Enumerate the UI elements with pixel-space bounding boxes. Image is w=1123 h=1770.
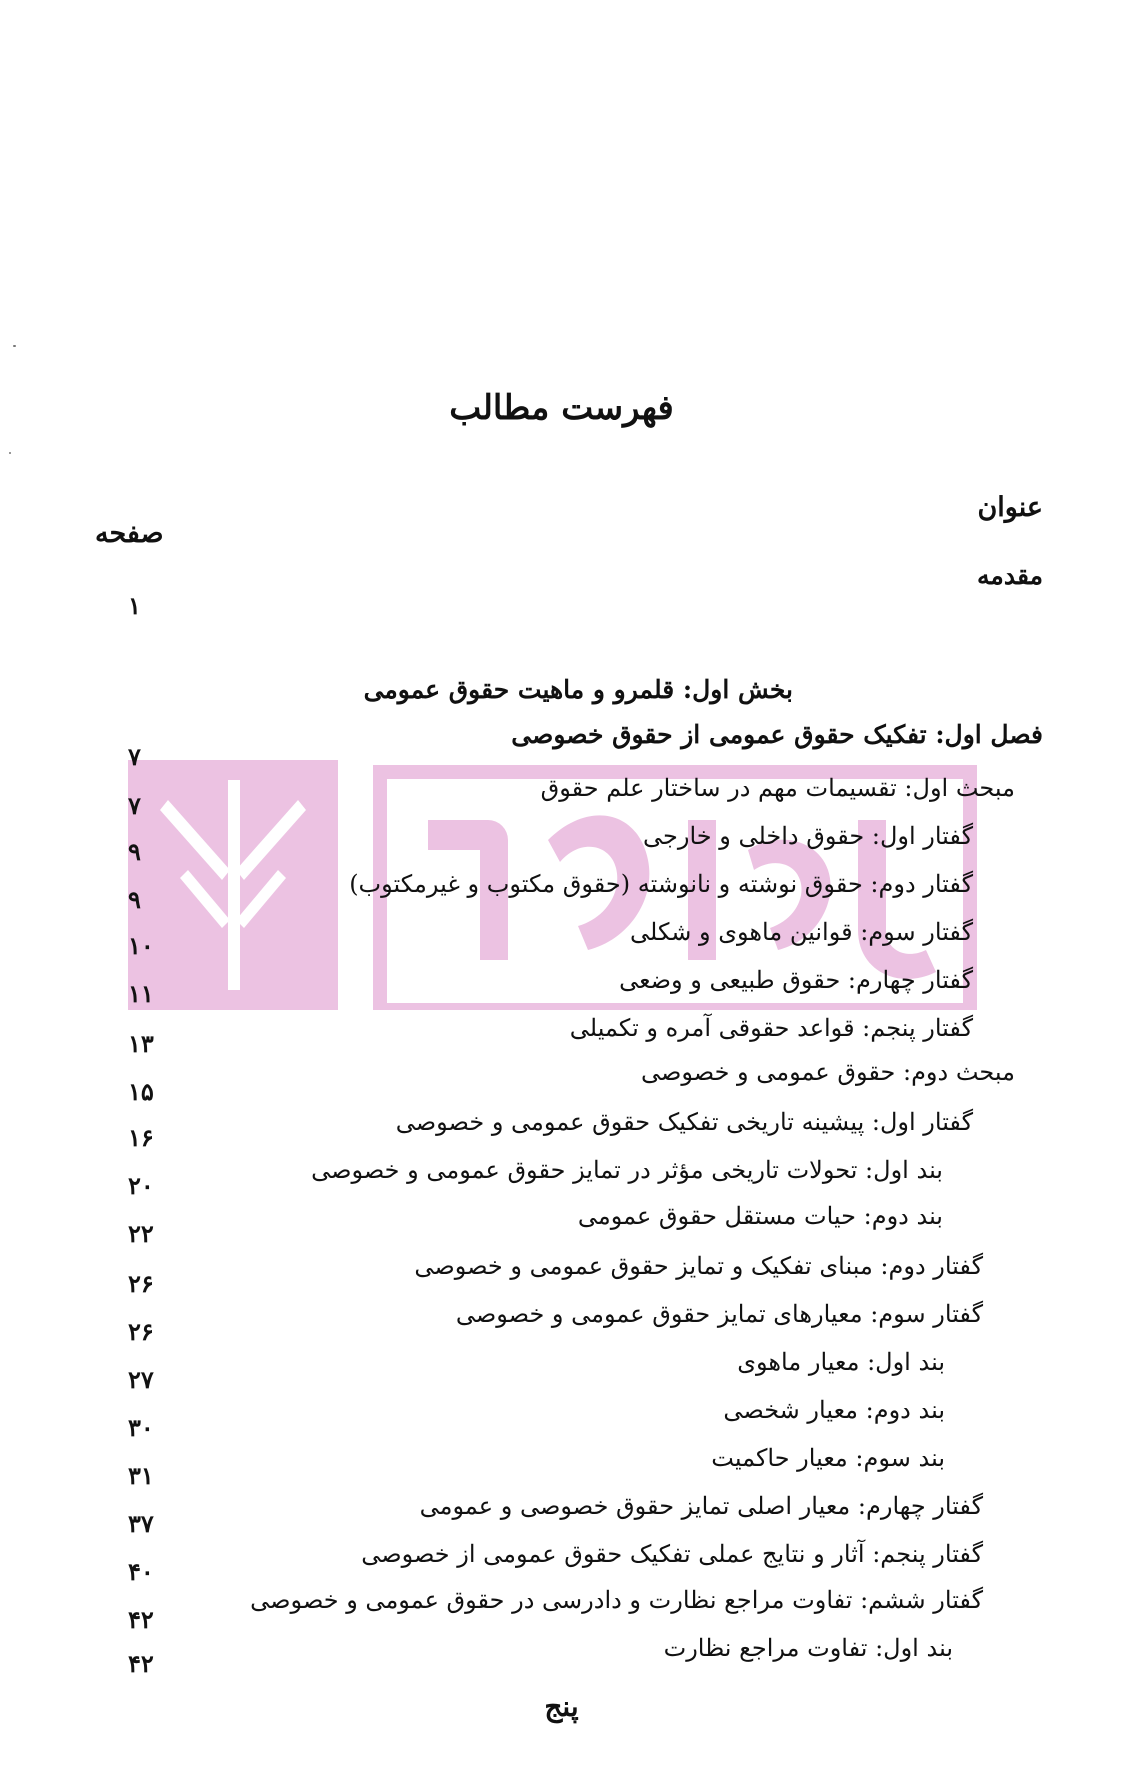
toc-entry-title: بخش اول: قلمرو و ماهیت حقوق عمومی (363, 675, 793, 704)
toc-entry (0, 1246, 1123, 1298)
toc-entry-page: ۹ (128, 837, 141, 866)
toc-entry (0, 960, 1123, 1008)
toc-entry-title: گفتار پنجم: قواعد حقوقی آمره و تکمیلی (569, 1014, 973, 1042)
toc-entry (0, 816, 1123, 866)
toc-entry (0, 1628, 1123, 1678)
toc-entry-title: گفتار سوم: قوانین ماهوی و شکلی (630, 918, 973, 946)
toc-entry-page: ۲۷ (128, 1365, 154, 1394)
toc-entry-title: گفتار چهارم: معیار اصلی تمایز حقوق خصوصی و عمومی (419, 1492, 983, 1520)
toc-entry (0, 1196, 1123, 1248)
toc-entry-title: بند اول: معیار ماهوی (737, 1348, 945, 1376)
toc-entry-page: ۲۶ (128, 1317, 154, 1346)
toc-entry-title: مبحث اول: تقسیمات مهم در ساختار علم حقوق (540, 774, 1015, 802)
toc-entry (0, 912, 1123, 960)
toc-entry-title: گفتار چهارم: حقوق طبیعی و وضعی (619, 966, 973, 994)
toc-entry (0, 670, 1123, 710)
toc-entry-page: ۹ (128, 885, 141, 914)
toc-entry-title: بند اول: تفاوت مراجع نظارت (663, 1634, 953, 1662)
toc-entry-page: ۴۰ (128, 1557, 154, 1586)
toc-entry-title: مقدمه (977, 561, 1043, 590)
toc-entry-page: ۱۵ (128, 1077, 154, 1106)
toc-entry (0, 1486, 1123, 1538)
toc-entry (0, 1294, 1123, 1346)
scan-speck (9, 452, 11, 454)
toc-entry-page: ۱۱ (128, 979, 154, 1008)
toc-entry-page: ۳۱ (128, 1461, 154, 1490)
title-column-header: عنوان (977, 492, 1043, 523)
page-column-header: صفحه (95, 518, 164, 549)
toc-entry-page: ۴۲ (128, 1649, 154, 1678)
toc-entry-page: ۲۲ (128, 1219, 154, 1248)
toc-entry (0, 715, 1123, 771)
toc-entry-page: ۷ (128, 742, 141, 771)
toc-entry-title: بند اول: تحولات تاریخی مؤثر در تمایز حقوق عمومی و خصوصی (311, 1156, 943, 1184)
toc-entry (0, 864, 1123, 914)
toc-entry-title: بند دوم: حیات مستقل حقوق عمومی (577, 1202, 943, 1230)
toc-entry-title: مبحث دوم: حقوق عمومی و خصوصی (641, 1058, 1015, 1086)
toc-entry (0, 1438, 1123, 1490)
toc-entry-page: ۱۶ (128, 1123, 154, 1152)
toc-entry-title: فصل اول: تفکیک حقوق عمومی از حقوق خصوصی (511, 720, 1043, 749)
toc-entry (0, 768, 1123, 820)
toc-entry-page: ۲۰ (128, 1171, 154, 1200)
scan-speck (13, 345, 16, 347)
toc-entry-title: گفتار دوم: حقوق نوشته و نانوشته (حقوق مکتوب و غیرمکتوب) (349, 870, 973, 898)
toc-entry-title: گفتار اول: حقوق داخلی و خارجی (643, 822, 973, 850)
toc-entry-title: گفتار سوم: معیارهای تمایز حقوق عمومی و خصوصی (455, 1300, 983, 1328)
toc-entry-title: گفتار اول: پیشینه تاریخی تفکیک حقوق عمومی و خصوصی (395, 1108, 973, 1136)
toc-entry-page: ۷ (128, 791, 141, 820)
toc-entry (0, 1102, 1123, 1152)
toc-entry (0, 1580, 1123, 1634)
toc-entry-title: بند سوم: معیار حاکمیت (711, 1444, 945, 1472)
toc-entry (0, 1052, 1123, 1106)
toc-entry-title: گفتار ششم: تفاوت مراجع نظارت و دادرسی در حقوق عمومی و خصوصی (250, 1586, 983, 1614)
toc-entry-title: گفتار دوم: مبنای تفکیک و تمایز حقوق عمومی و خصوصی (414, 1252, 983, 1280)
toc-entry-page: ۳۷ (128, 1509, 154, 1538)
toc-entry-page: ۴۲ (128, 1605, 154, 1634)
toc-entry-page: ۲۶ (128, 1269, 154, 1298)
toc-entry-title: گفتار پنجم: آثار و نتایج عملی تفکیک حقوق عمومی از خصوصی (361, 1540, 983, 1568)
toc-entry-page: ۱ (128, 591, 141, 620)
toc-entry (0, 561, 1123, 620)
toc-entry-page: ۳۰ (128, 1413, 154, 1442)
toc-entry-page: ۱۳ (128, 1029, 154, 1058)
toc-entry (0, 1534, 1123, 1586)
page-title: فهرست مطالب (449, 388, 674, 428)
toc-entry-title: بند دوم: معیار شخصی (723, 1396, 945, 1424)
toc-entry (0, 1390, 1123, 1442)
toc-entry-page: ۱۰ (128, 931, 154, 960)
page-number-footer: پنج (544, 1690, 579, 1723)
toc-entry (0, 1150, 1123, 1200)
toc-entry (0, 1342, 1123, 1394)
toc-entry (0, 1008, 1123, 1058)
